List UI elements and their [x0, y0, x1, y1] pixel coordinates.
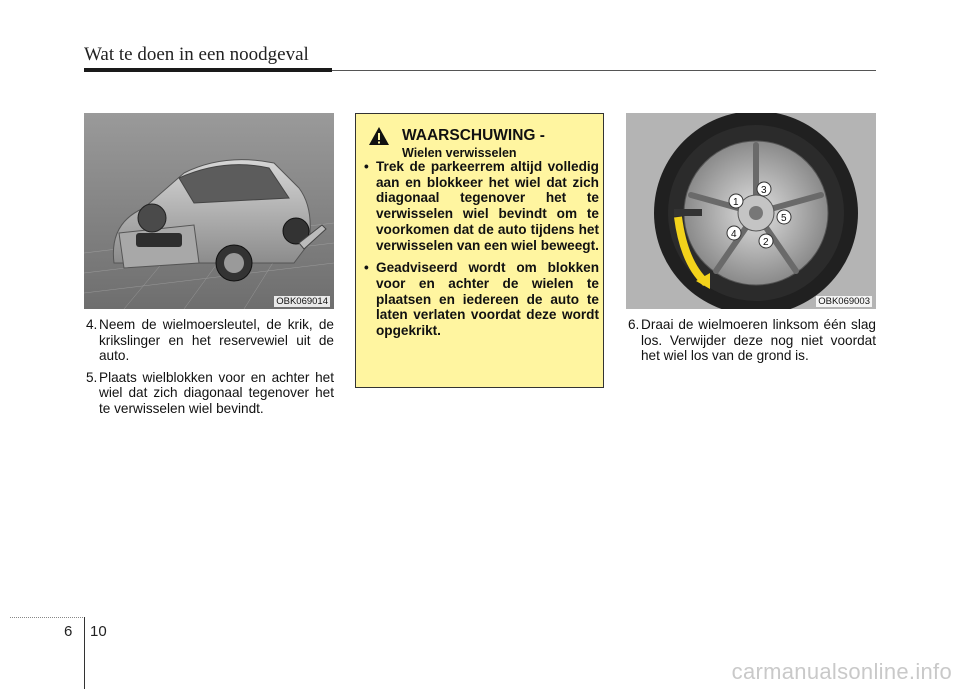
- warning-item-text: Trek de parkeerrem altijd volledig aan en blokkeer het wiel dat zich diagonaal tegenover het te verwisselen wiel bevindt om te voorkomen dat de auto tijdens het verwisselen van een wiel beweegt.: [376, 159, 599, 253]
- nut-label-4: 4: [731, 229, 737, 240]
- car-jack-figure: [84, 113, 334, 309]
- warning-subtitle: Wielen verwisselen: [402, 146, 517, 160]
- step-5: [86, 370, 334, 417]
- step-text: Plaats wielblokken voor en achter het wiel dat zich diagonaal tegenover het te verwisselen wiel bevindt.: [99, 369, 334, 416]
- header-rule-thick: [84, 68, 332, 72]
- watermark: carmanualsonline.info: [731, 659, 952, 684]
- step-text: Draai de wielmoeren linksom één slag los. Verwijder deze nog niet voordat het wiel los van de grond is.: [641, 317, 876, 364]
- wheel-nut-figure: [626, 113, 876, 309]
- step-number: 6.: [628, 317, 640, 332]
- nut-label-5: 5: [781, 213, 787, 224]
- bullet: •: [364, 260, 369, 276]
- step-text: Neem de wielmoersleutel, de krik, de krikslinger en het reservewiel uit de auto.: [99, 317, 334, 364]
- page-number: 10: [90, 623, 107, 640]
- step-number: 4.: [86, 317, 98, 332]
- warning-item: [364, 260, 599, 339]
- car-illustration: [84, 113, 334, 309]
- right-steps: [628, 317, 876, 370]
- page-header-title: Wat te doen in een noodgeval: [84, 44, 309, 65]
- figure-label-right: OBK069003: [818, 296, 870, 307]
- step-6: [628, 317, 876, 364]
- chapter-number: 6: [64, 623, 73, 640]
- warning-triangle-icon: [368, 126, 390, 146]
- warning-item-text: Geadviseerd wordt om blokken voor en achter de wielen te plaatsen en iedereen de auto te laten verlaten voordat deze wordt opgekrikt.: [376, 260, 599, 339]
- warning-box: [355, 113, 604, 388]
- warning-item: [364, 159, 599, 253]
- left-steps: [86, 317, 334, 423]
- warning-title: WAARSCHUWING -: [402, 127, 545, 144]
- nut-label-2: 2: [763, 237, 769, 248]
- step-4: [86, 317, 334, 364]
- footer-dotted-rule: [10, 617, 85, 618]
- step-number: 5.: [86, 369, 98, 385]
- warning-list: [364, 159, 599, 346]
- header-rule-thin: [332, 70, 876, 71]
- wheel-illustration: [626, 113, 876, 309]
- nut-label-1: 1: [733, 197, 739, 208]
- footer-vertical-rule: [84, 617, 85, 689]
- bullet: •: [364, 159, 369, 174]
- figure-label-left: OBK069014: [276, 296, 328, 307]
- nut-label-3: 3: [761, 185, 767, 196]
